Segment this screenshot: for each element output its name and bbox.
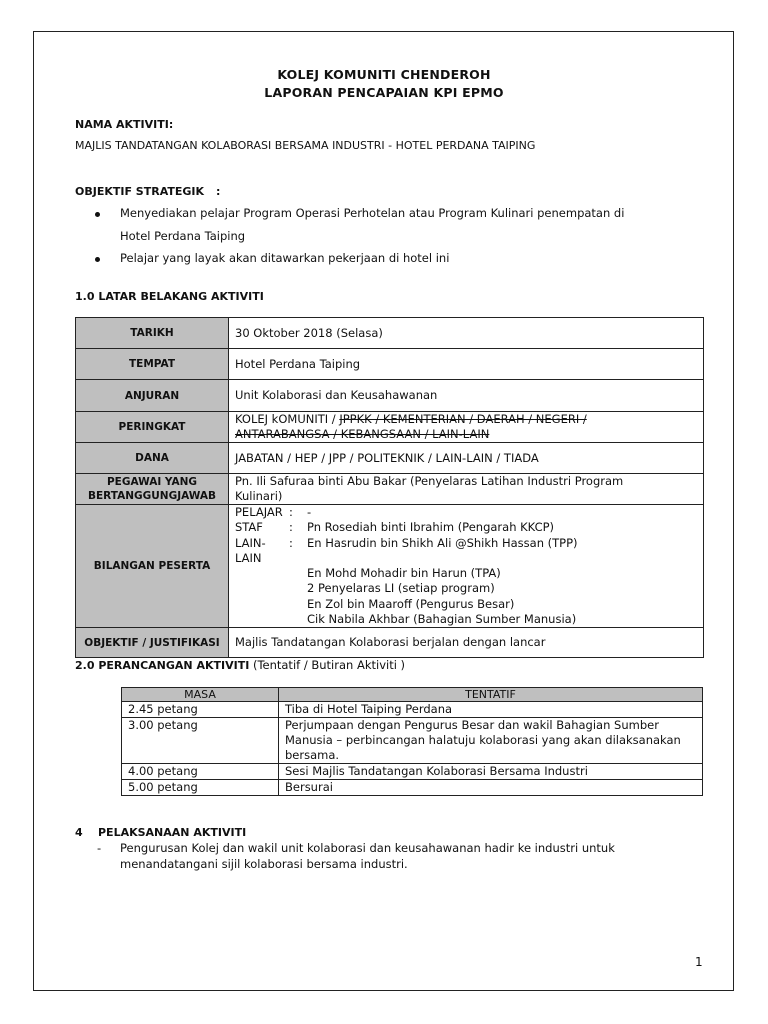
schedule-table (121, 687, 703, 796)
time-cell: 5.00 petang (122, 780, 279, 796)
bullet-icon (95, 257, 100, 262)
section4-heading: PELAKSANAAN AKTIVITI (98, 826, 247, 839)
table-header-row (122, 688, 703, 702)
section2-heading (75, 658, 405, 672)
participant-key: STAF (235, 520, 263, 535)
table-row (122, 702, 703, 718)
row-label (76, 474, 229, 505)
table-row (76, 412, 704, 443)
participant-value: En Zol bin Maaroff (Pengurus Besar) (307, 596, 515, 611)
background-table (75, 317, 704, 658)
section2-subtitle: (Tentatif / Butiran Aktiviti ) (249, 658, 406, 672)
row-value: Hotel Perdana Taiping (229, 349, 704, 380)
table-row (76, 443, 704, 474)
table-row (76, 474, 704, 505)
agenda-cell: Sesi Majlis Tandatangan Kolaborasi Bersama Industri (279, 764, 703, 780)
strategic-bullet-2: Pelajar yang layak akan ditawarkan pekerjaan di hotel ini (120, 251, 450, 265)
level-selected: KOLEJ kOMUNITI / (235, 412, 340, 426)
row-label: ANJURAN (76, 380, 229, 412)
row-value: 30 Oktober 2018 (Selasa) (229, 318, 704, 349)
strategic-objective-text: OBJEKTIF STRATEGIK (75, 185, 205, 198)
row-label: BILANGAN PESERTA (76, 505, 229, 628)
participants-list (235, 505, 697, 627)
agenda-cell: Perjumpaan dengan Pengurus Besar dan wakil Bahagian Sumber Manusia – perbincangan halatuju kolaborasi yang akan dilaksanakan bersama. (279, 718, 703, 764)
officer-label-1: PEGAWAI YANG (106, 476, 198, 488)
section4-dash: - (97, 841, 102, 855)
strategic-bullet-1-line2: Hotel Perdana Taiping (120, 229, 246, 243)
participant-colon: : (289, 535, 293, 550)
section2-title: 2.0 PERANCANGAN AKTIVITI (75, 659, 250, 672)
row-label: PERINGKAT (76, 412, 229, 443)
participant-colon: : (289, 520, 293, 535)
table-row (122, 780, 703, 796)
table-row (76, 349, 704, 380)
row-value: JABATAN / HEP / JPP / POLITEKNIK / LAIN-LAIN / TIADA (229, 443, 704, 474)
row-value (229, 505, 704, 628)
row-value: Unit Kolaborasi dan Keusahawanan (229, 380, 704, 412)
participant-value: 2 Penyelaras LI (setiap program) (307, 581, 495, 596)
level-struck-1: JPPKK / KEMENTERIAN / DAERAH / NEGERI / (339, 412, 587, 426)
strategic-objective-label (75, 185, 220, 198)
section1-heading: 1.0 LATAR BELAKANG AKTIVITI (75, 290, 264, 303)
level-struck-2: ANTARABANGSA / KEBANGSAAN / LAIN-LAIN (235, 427, 490, 441)
time-cell: 2.45 petang (122, 702, 279, 718)
table-row (122, 764, 703, 780)
participant-value: - (307, 505, 312, 519)
participant-value: En Mohd Mohadir bin Harun (TPA) (307, 566, 501, 581)
row-value (229, 474, 704, 505)
row-value (229, 412, 704, 443)
time-cell: 3.00 petang (122, 718, 279, 764)
participant-key: LAIN-LAIN (235, 535, 266, 565)
activity-name-value: MAJLIS TANDATANGAN KOLABORASI BERSAMA INDUSTRI - HOTEL PERDANA TAIPING (75, 139, 536, 152)
row-label: OBJEKTIF / JUSTIFIKASI (76, 628, 229, 658)
officer-value-2: Kulinari) (235, 489, 283, 503)
row-label: DANA (76, 443, 229, 474)
row-label: TARIKH (76, 318, 229, 349)
strategic-bullet-1-line1: Menyediakan pelajar Program Operasi Perhotelan atau Program Kulinari penempatan di (120, 206, 625, 220)
time-cell: 4.00 petang (122, 764, 279, 780)
table-row (122, 718, 703, 764)
officer-label-2: BERTANGGUNGJAWAB (87, 490, 217, 502)
table-row (76, 318, 704, 349)
participant-key: PELAJAR (235, 505, 283, 519)
report-title: LAPORAN PENCAPAIAN KPI EPMO (264, 85, 504, 100)
section4-line2: menandatangani sijil kolaborasi bersama industri. (120, 857, 408, 871)
agenda-cell: Tiba di Hotel Taiping Perdana (279, 702, 703, 718)
participant-value: Cik Nabila Akhbar (Bahagian Sumber Manusia) (307, 612, 577, 627)
table-row (76, 380, 704, 412)
page-number: 1 (695, 955, 703, 969)
officer-value-1: Pn. Ili Safuraa binti Abu Bakar (Penyelaras Latihan Industri Program (235, 474, 624, 488)
participant-colon: : (289, 505, 293, 519)
agenda-cell: Bersurai (279, 780, 703, 796)
row-label: TEMPAT (76, 349, 229, 380)
section4-number: 4 (75, 826, 83, 839)
participant-value: En Hasrudin bin Shikh Ali @Shikh Hassan (TPP) (307, 535, 578, 550)
bullet-icon (95, 212, 100, 217)
activity-name-label: NAMA AKTIVITI: (75, 118, 174, 131)
strategic-objective-colon: : (216, 185, 221, 198)
college-title: KOLEJ KOMUNITI CHENDEROH (277, 67, 491, 82)
column-header-tentatif: TENTATIF (279, 688, 703, 702)
section4-line1: Pengurusan Kolej dan wakil unit kolaborasi dan keusahawanan hadir ke industri untuk (120, 841, 615, 855)
table-row (76, 628, 704, 658)
table-row (76, 505, 704, 628)
column-header-masa: MASA (122, 688, 279, 702)
participant-value: Pn Rosediah binti Ibrahim (Pengarah KKCP) (307, 520, 555, 535)
row-value: Majlis Tandatangan Kolaborasi berjalan dengan lancar (229, 628, 704, 658)
